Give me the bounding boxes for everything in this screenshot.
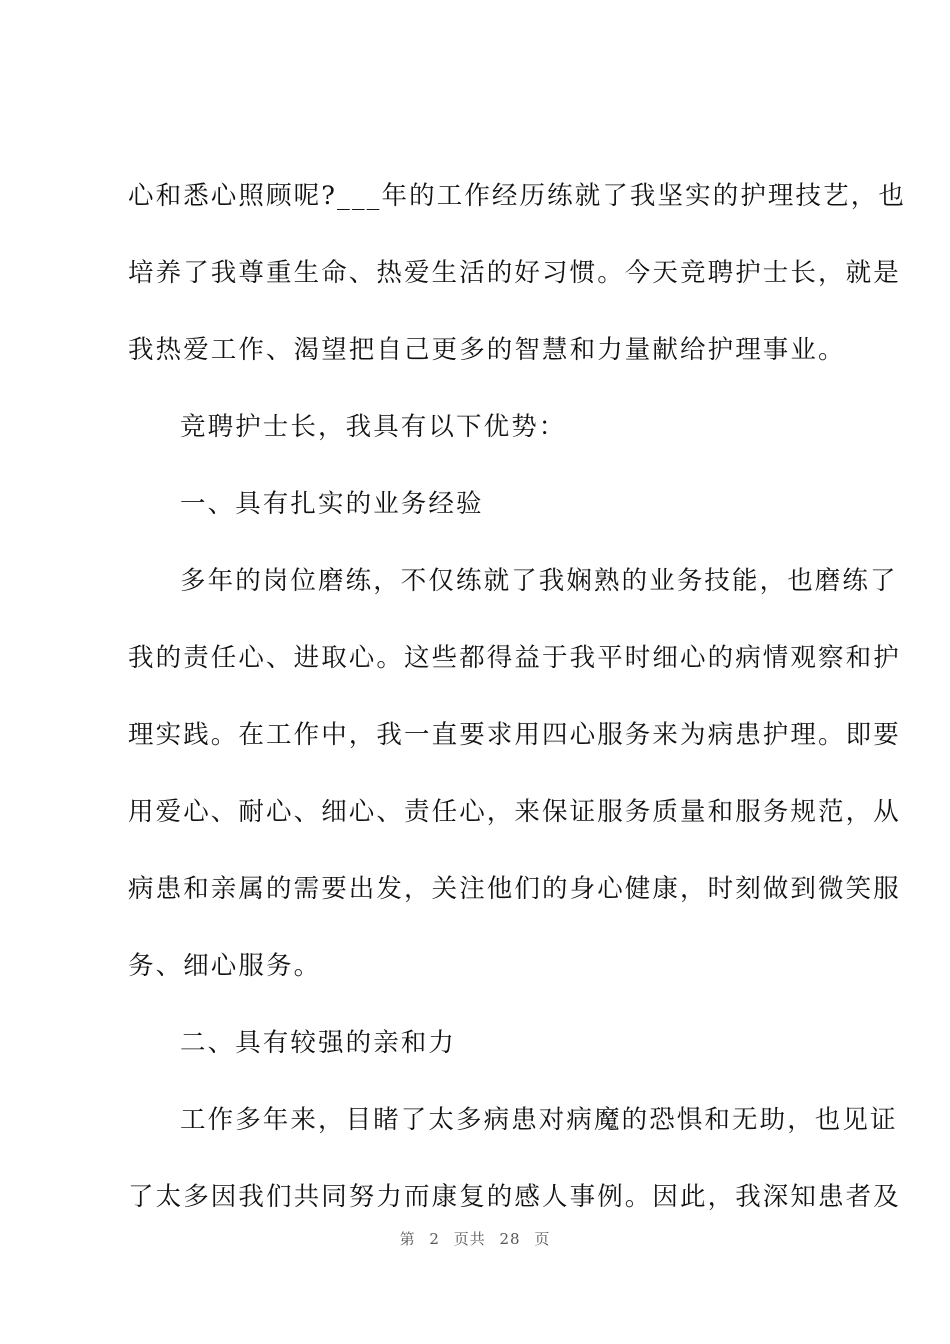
paragraph-line: 竞聘护士长，我具有以下优势： <box>180 412 567 442</box>
section-heading: 一、具有扎实的业务经验 <box>180 489 484 519</box>
paragraph-line: 培养了我尊重生命、热爱生活的好习惯。今天竞聘护士长，就是 <box>128 258 901 288</box>
paragraph-line: 病患和亲属的需要出发，关注他们的身心健康，时刻做到微笑服 <box>128 874 901 904</box>
paragraph-line: 我热爱工作、渴望把自己更多的智慧和力量献给护理事业。 <box>128 335 846 365</box>
paragraph-line: 工作多年来，目睹了太多病患对病魔的恐惧和无助，也见证 <box>180 1105 898 1135</box>
paragraph-line: 务、细心服务。 <box>128 951 322 981</box>
paragraph-line: 我的责任心、进取心。这些都得益于我平时细心的病情观察和护 <box>128 643 901 673</box>
paragraph-line: 多年的岗位磨练，不仅练就了我娴熟的业务技能，也磨练了 <box>180 566 898 596</box>
footer-middle: 页共 <box>453 1230 486 1248</box>
footer-prefix: 第 <box>399 1230 416 1248</box>
section-heading: 二、具有较强的亲和力 <box>180 1028 457 1058</box>
paragraph-line: 用爱心、耐心、细心、责任心，来保证服务质量和服务规范，从 <box>128 797 901 827</box>
footer-total-pages: 28 <box>499 1230 521 1248</box>
paragraph-line: 了太多因我们共同努力而康复的感人事例。因此，我深知患者及 <box>128 1182 901 1212</box>
paragraph-line: 理实践。在工作中，我一直要求用四心服务来为病患护理。即要 <box>128 720 901 750</box>
paragraph-line: 心和悉心照顾呢?___年的工作经历练就了我坚实的护理技艺，也 <box>128 181 906 211</box>
footer-current-page: 2 <box>429 1230 440 1248</box>
page-footer <box>0 1228 950 1249</box>
footer-suffix: 页 <box>534 1230 551 1248</box>
